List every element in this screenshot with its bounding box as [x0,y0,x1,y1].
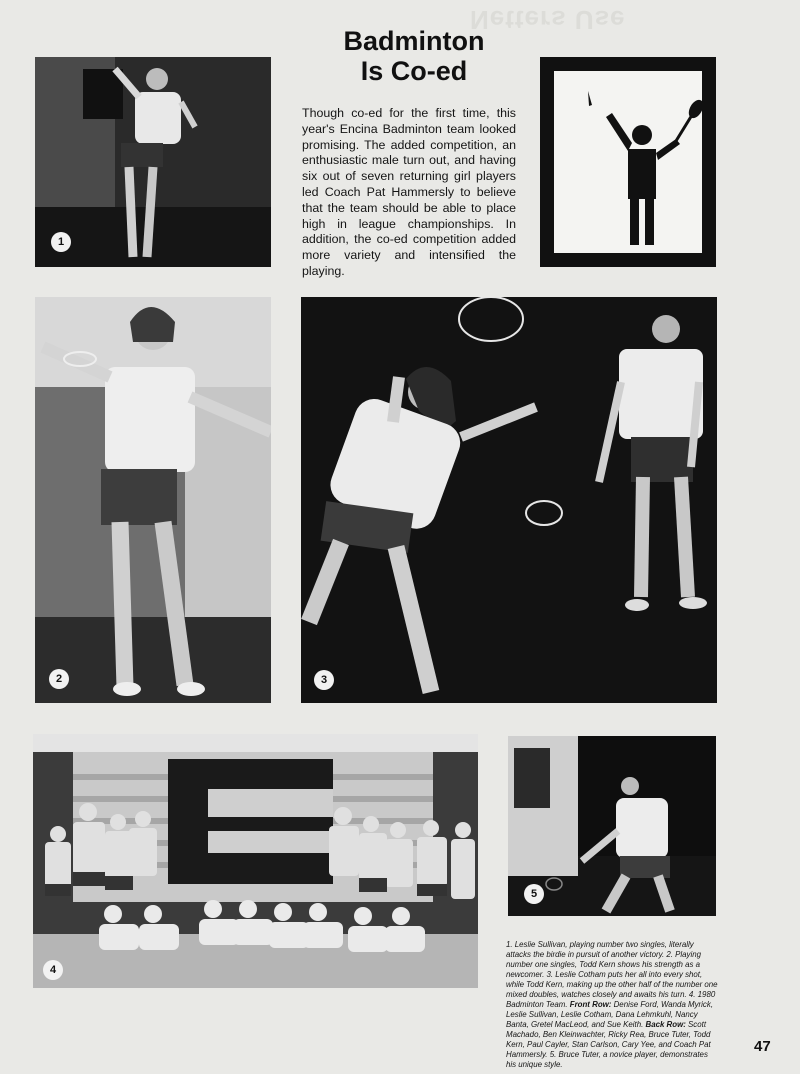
badminton-logo [554,71,702,253]
caption-front-row-names: Denise Ford, Wanda Myrick, Leslie Sullivan, Leslie Cotham, Dana Lehmkuhl, Nancy Banta, Gretel MacLeod, and Sue Keith. [506,1000,714,1029]
photo-1 [35,57,271,267]
photo-captions [506,940,718,1070]
photo-3-image [301,297,717,703]
photo-5 [508,736,716,916]
photo-2 [35,297,271,703]
page-title [316,26,512,86]
photo-3-number: 3 [314,670,334,690]
photo-1-image [35,57,271,267]
caption-text-5: 5. Bruce Tuter, a novice player, demonstrates his unique style. [506,1050,708,1069]
photo-2-image [35,297,271,703]
photo-5-number: 5 [524,884,544,904]
photo-4 [33,734,478,988]
caption-front-row-label: Front Row: [569,1000,612,1009]
photo-2-number: 2 [49,669,69,689]
title-line-1: Badminton [343,26,485,56]
photo-1-number: 1 [51,232,71,252]
photo-3 [301,297,717,703]
bleed-through-text: Netters Use [470,5,626,35]
caption-back-row-names: Scott Machado, Ben Kleinwachter, Ricky Rea, Bruce Tuter, Todd Kern, Paul Cayler, Stan Carlson, Cary Yee, and Coach Pat Hammersly. [506,1020,711,1059]
caption-text-1: 1. Leslie Sullivan, playing number two singles, literally attacks the birdie in pursuit of another victory. 2. Playing number one singles, Todd Kern shows his strength as a newcomer. 3. Leslie Cotham puts her all into every shot, while Todd Kern, making up the other half of the number one mixed doubles, watches closely and awaits his turn. 4. 1980 Badminton Team. [506,940,718,1009]
photo-4-image [33,734,478,988]
photo-4-number: 4 [43,960,63,980]
caption-back-row-label: Back Row: [645,1020,686,1029]
page-number: 47 [754,1038,771,1055]
title-line-2: Is Co-ed [360,56,468,86]
intro-paragraph: Though co-ed for the first time, this year's Encina Badminton team looked promising. The added competition, an enthusiastic male turn out, and having six out of seven returning girl players led Coach Pat Hammersly to believe that the team should be able to place high in league championships. In addition, the co-ed competition added more variety and intensified the playing. [302,106,516,278]
badminton-logo-frame [540,57,716,267]
badminton-player-icon [554,71,702,253]
